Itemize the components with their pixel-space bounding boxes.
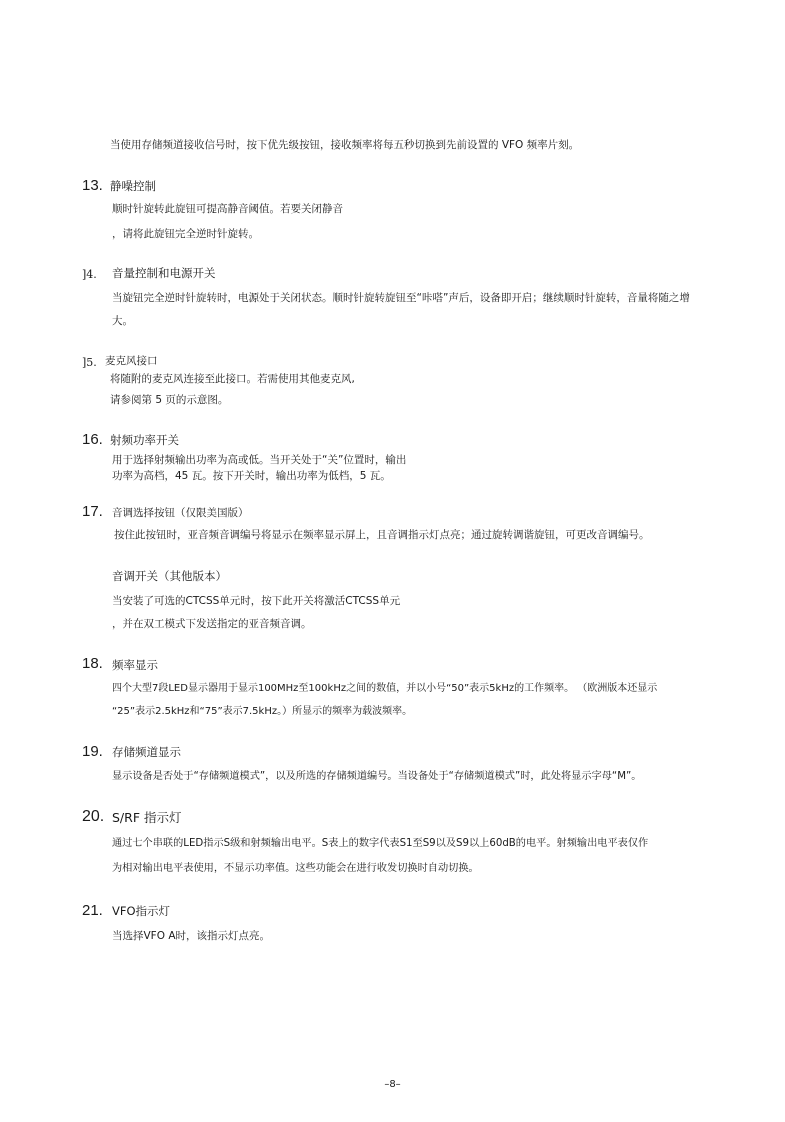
section-16-title: 射频功率开关 — [110, 433, 179, 447]
section-21-title: VFO指示灯 — [112, 904, 171, 918]
intro-text: 当使用存储频道接收信号时，按下优先级按钮，接收频率将每五秒切换到先前设置的 VFO 频率片刻。 — [110, 139, 580, 151]
section-15-line: 请参阅第 5 页的示意图。 — [110, 394, 229, 406]
section-20-line: 为相对输出电平表使用，不显示功率值。这些功能会在进行收发切换时自动切换。 — [112, 863, 479, 874]
section-18-title: 频率显示 — [112, 658, 158, 672]
section-17-line: 按住此按钮时，亚音频音调编号将显示在频率显示屏上，且音调指示灯点亮；通过旋转调谐旋钮，可更改音调编号。 — [114, 529, 650, 541]
subsection-tone-line: ，并在双工模式下发送指定的亚音频音调。 — [112, 618, 312, 630]
section-21-number: 21. — [82, 902, 103, 919]
section-16-number: 16. — [82, 431, 103, 448]
section-18-line: “25”表示2.5kHz和“75”表示7.5kHz。）所显示的频率为载波频率。 — [112, 706, 413, 717]
section-15-number: ]5. — [82, 356, 97, 369]
subsection-tone-title: 音调开关（其他版本） — [112, 569, 227, 583]
section-14-title: 音量控制和电源开关 — [112, 266, 216, 280]
section-19-number: 19. — [82, 743, 103, 760]
section-14-number: ]4. — [82, 268, 97, 281]
section-18-line: 四个大型7段LED显示器用于显示100MHz至100kHz之间的数值，并以小号“50”表示5kHz的工作频率。 （欧洲版本还显示 — [112, 683, 658, 694]
section-20-number: 20. — [82, 808, 105, 825]
section-17-number: 17. — [82, 503, 103, 520]
section-20-title: S/RF 指示灯 — [112, 810, 182, 825]
section-15-title: 麦克风接口 — [105, 355, 158, 367]
section-14-line: 当旋钮完全逆时针旋转时，电源处于关闭状态。顺时针旋转旋钮至“咔嗒”声后，设备即开启；继续顺时针旋转，音量将随之增 — [112, 292, 690, 304]
section-19-title: 存储频道显示 — [112, 745, 181, 759]
section-14-line: 大。 — [112, 315, 133, 327]
section-20-line: 通过七个串联的LED指示S级和射频输出电平。S表上的数字代表S1至S9以及S9以上60dB的电平。射频输出电平表仅作 — [112, 838, 649, 849]
section-21-line: 当选择VFO A时，该指示灯点亮。 — [112, 930, 271, 942]
subsection-tone-line: 当安装了可选的CTCSS单元时，按下此开关将激活CTCSS单元 — [112, 595, 401, 607]
section-16-line: 功率为高档，45 瓦。按下开关时，输出功率为低档，5 瓦。 — [112, 470, 391, 482]
section-18-number: 18. — [82, 655, 103, 672]
page-number: –8– — [384, 1079, 401, 1090]
section-16-line: 用于选择射频输出功率为高或低。当开关处于“关”位置时，输出 — [112, 454, 407, 466]
section-19-line: 显示设备是否处于“存储频道模式”，以及所选的存储频道编号。当设备处于“存储频道模式”时，此处将显示字母“M”。 — [112, 771, 642, 782]
section-13-line: ，请将此旋钮完全逆时针旋转。 — [112, 228, 259, 240]
section-17-title: 音调选择按钮（仅限美国版） — [112, 507, 249, 519]
section-13-number: 13. — [82, 177, 103, 194]
section-13-line: 顺时针旋转此旋钮可提高静音阈值。若要关闭静音 — [112, 203, 343, 215]
section-13-title: 静噪控制 — [110, 179, 156, 193]
section-15-line: 将随附的麦克风连接至此接口。若需使用其他麦克风, — [110, 373, 355, 385]
